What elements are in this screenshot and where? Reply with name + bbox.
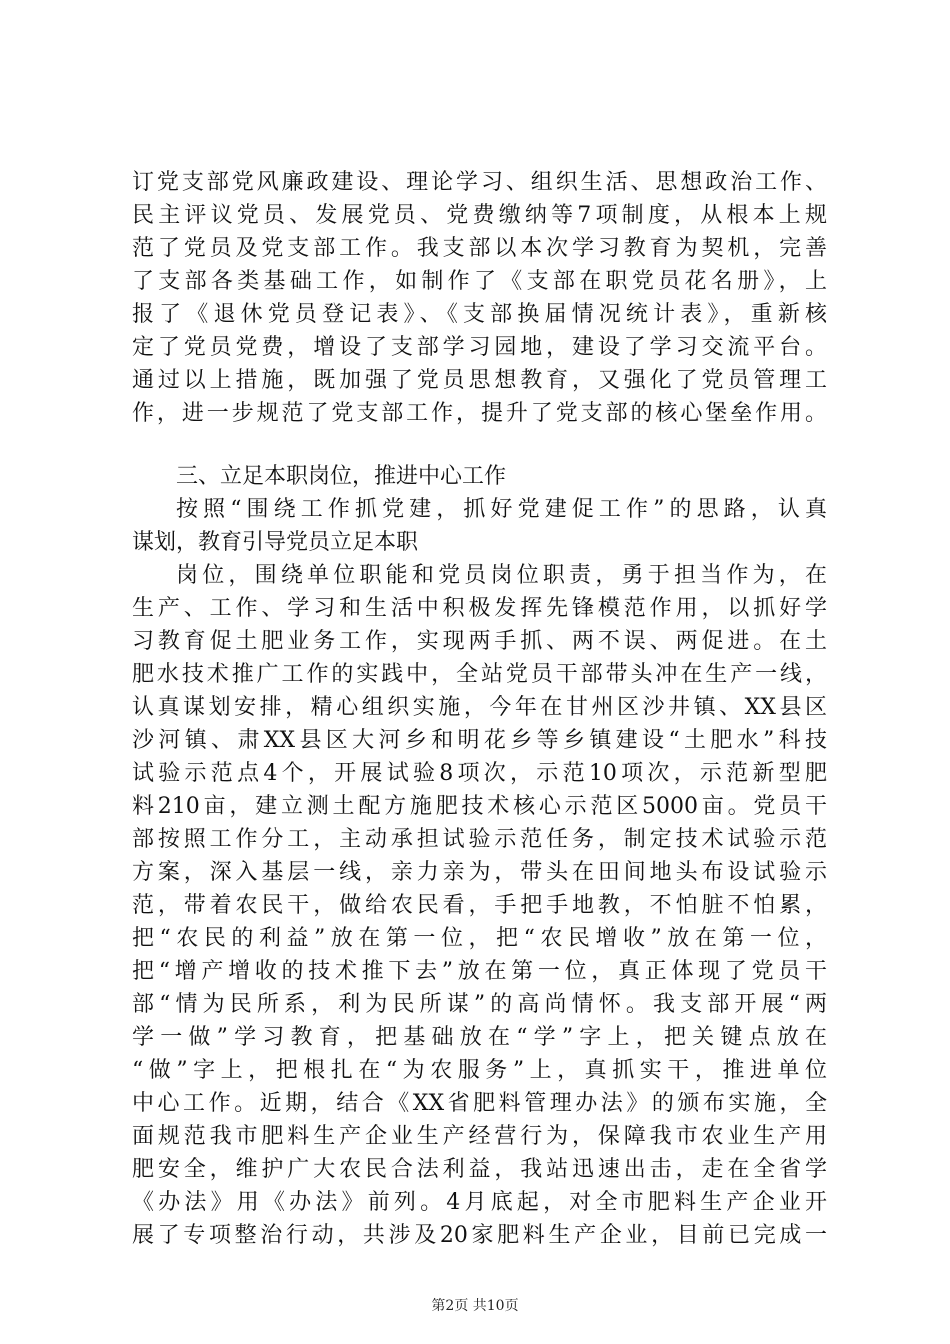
page-footer: 第2页 共10页 (431, 1298, 519, 1314)
text-line: 作，进一步规范了党支部工作，提升了党支部的核心堡垒作用。 (132, 401, 827, 426)
text-line: 学一做”学习教育，把基础放在“学”字上，把关键点放在 (132, 1025, 827, 1050)
text-line: 范了党员及党支部工作。我支部以本次学习教育为契机，完善 (132, 236, 827, 261)
text-line: 岗位，围绕单位职能和党员岗位职责，勇于担当作为，在 (176, 563, 827, 588)
text-line: 民主评议党员、发展党员、党费缴纳等7项制度，从根本上规 (132, 203, 827, 228)
text-line: 习教育促土肥业务工作，实现两手抓、两不误、两促进。在土 (132, 629, 827, 654)
paragraph-3 (132, 559, 827, 1252)
text-line: 了支部各类基础工作，如制作了《支部在职党员花名册》，上 (132, 269, 827, 294)
document-body (132, 166, 827, 1252)
text-line: 把“增产增收的技术推下去”放在第一位，真正体现了党员干 (132, 959, 827, 984)
paragraph-spacer (132, 430, 827, 460)
text-line: 肥水技术推广工作的实践中，全站党员干部带头冲在生产一线， (132, 662, 827, 687)
text-line: 肥安全，维护广大农民合法利益，我站迅速出击，走在全省学 (132, 1157, 827, 1182)
text-line: “做”字上，把根扎在“为农服务”上，真抓实干，推进单位 (132, 1058, 827, 1083)
text-line: 报了《退休党员登记表》、《支部换届情况统计表》，重新核 (132, 302, 827, 327)
text-line: 按照“围绕工作抓党建，抓好党建促工作”的思路，认真 (176, 497, 827, 522)
section-heading: 三、立足本职岗位，推进中心工作 (176, 464, 507, 489)
text-line: 料210亩，建立测土配方施肥技术核心示范区5000亩。党员干 (132, 794, 827, 819)
text-line: 范，带着农民干，做给农民看，手把手地教，不怕脏不怕累， (132, 893, 827, 918)
text-line: 订党支部党风廉政建设、理论学习、组织生活、思想政治工作、 (132, 170, 827, 195)
text-line: 部按照工作分工，主动承担试验示范任务，制定技术试验示范 (132, 827, 827, 852)
text-line: 生产、工作、学习和生活中积极发挥先锋模范作用，以抓好学 (132, 596, 827, 621)
text-line: 部“情为民所系，利为民所谋”的高尚情怀。我支部开展“两 (132, 992, 827, 1017)
text-line: 把“农民的利益”放在第一位，把“农民增收”放在第一位， (132, 926, 827, 951)
text-line: 沙河镇、肃XX县区大河乡和明花乡等乡镇建设“土肥水”科技 (132, 728, 827, 753)
text-line: 展了专项整治行动，共涉及20家肥料生产企业，目前已完成一 (132, 1223, 827, 1248)
text-line: 《办法》用《办法》前列。4月底起，对全市肥料生产企业开 (132, 1190, 827, 1215)
text-line: 认真谋划安排，精心组织实施，今年在甘州区沙井镇、XX县区 (132, 695, 827, 720)
text-line: 试验示范点4个，开展试验8项次，示范10项次，示范新型肥 (132, 761, 827, 786)
text-line: 方案，深入基层一线，亲力亲为，带头在田间地头布设试验示 (132, 860, 827, 885)
text-line: 通过以上措施，既加强了党员思想教育，又强化了党员管理工 (132, 368, 827, 393)
text-line: 面规范我市肥料生产企业生产经营行为，保障我市农业生产用 (132, 1124, 827, 1149)
text-line: 谋划，教育引导党员立足本职 (132, 530, 419, 555)
text-line: 定了党员党费，增设了支部学习园地，建设了学习交流平台。 (132, 335, 827, 360)
paragraph-1 (132, 166, 827, 430)
text-line: 中心工作。近期，结合《XX省肥料管理办法》的颁布实施，全 (132, 1091, 827, 1116)
paragraph-2 (132, 493, 827, 559)
